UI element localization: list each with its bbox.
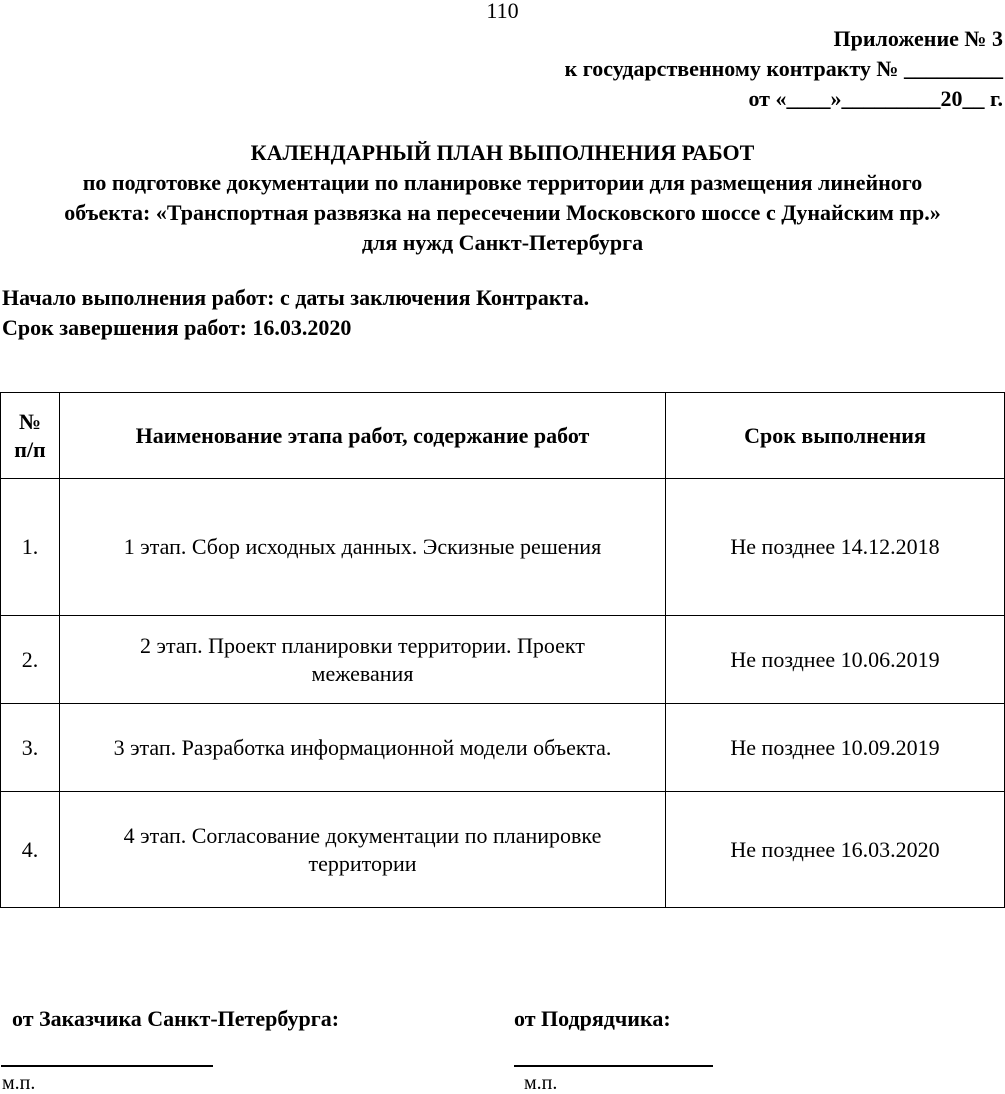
row-deadline: Не позднее 16.03.2020 [666,792,1005,908]
work-terms [2,283,589,343]
table-row [1,479,1005,616]
header-number: № п/п [1,393,60,479]
appendix-header [303,24,1003,114]
row-number: 3. [1,704,60,792]
contractor-signature-line [514,1065,713,1067]
appendix-contract-ref: к государственному контракту № _________ [564,56,1003,81]
title-line-4: для нужд Санкт-Петербурга [361,230,644,255]
work-end: Срок завершения работ: 16.03.2020 [2,315,352,340]
row-deadline: Не позднее 10.06.2019 [666,616,1005,704]
row-stage-name: 1 этап. Сбор исходных данных. Эскизные решения [60,479,666,616]
appendix-number: Приложение № 3 [833,26,1003,51]
row-number: 1. [1,479,60,616]
appendix-date: от «____»_________20__ г. [748,86,1003,111]
table-row [1,792,1005,908]
contractor-stamp-label: м.п. [524,1072,558,1094]
table-row [1,616,1005,704]
calendar-plan-table [0,392,1005,908]
row-number: 4. [1,792,60,908]
page-number: 110 [486,0,519,23]
header-stage-name: Наименование этапа работ, содержание работ [60,393,666,479]
title-line-2: по подготовке документации по планировке территории для размещения линейного [82,170,923,195]
document-title [0,138,1005,258]
customer-stamp-label: м.п. [2,1072,36,1094]
row-deadline: Не позднее 10.09.2019 [666,704,1005,792]
row-number: 2. [1,616,60,704]
contractor-signature-label: от Подрядчика: [514,1006,671,1031]
table-row [1,704,1005,792]
work-start: Начало выполнения работ: с даты заключения Контракта. [2,285,590,310]
title-line-1: КАЛЕНДАРНЫЙ ПЛАН ВЫПОЛНЕНИЯ РАБОТ [250,140,755,165]
title-line-3: объекта: «Транспортная развязка на пересечении Московского шоссе с Дунайским пр.» [64,200,941,225]
header-deadline: Срок выполнения [666,393,1005,479]
customer-signature-line [1,1065,213,1067]
row-stage-name: 2 этап. Проект планировки территории. Проект межевания [60,616,666,704]
customer-signature-label: от Заказчика Санкт-Петербурга: [12,1006,340,1031]
row-deadline: Не позднее 14.12.2018 [666,479,1005,616]
table-header-row [1,393,1005,479]
row-stage-name: 3 этап. Разработка информационной модели объекта. [60,704,666,792]
row-stage-name: 4 этап. Согласование документации по планировке территории [60,792,666,908]
